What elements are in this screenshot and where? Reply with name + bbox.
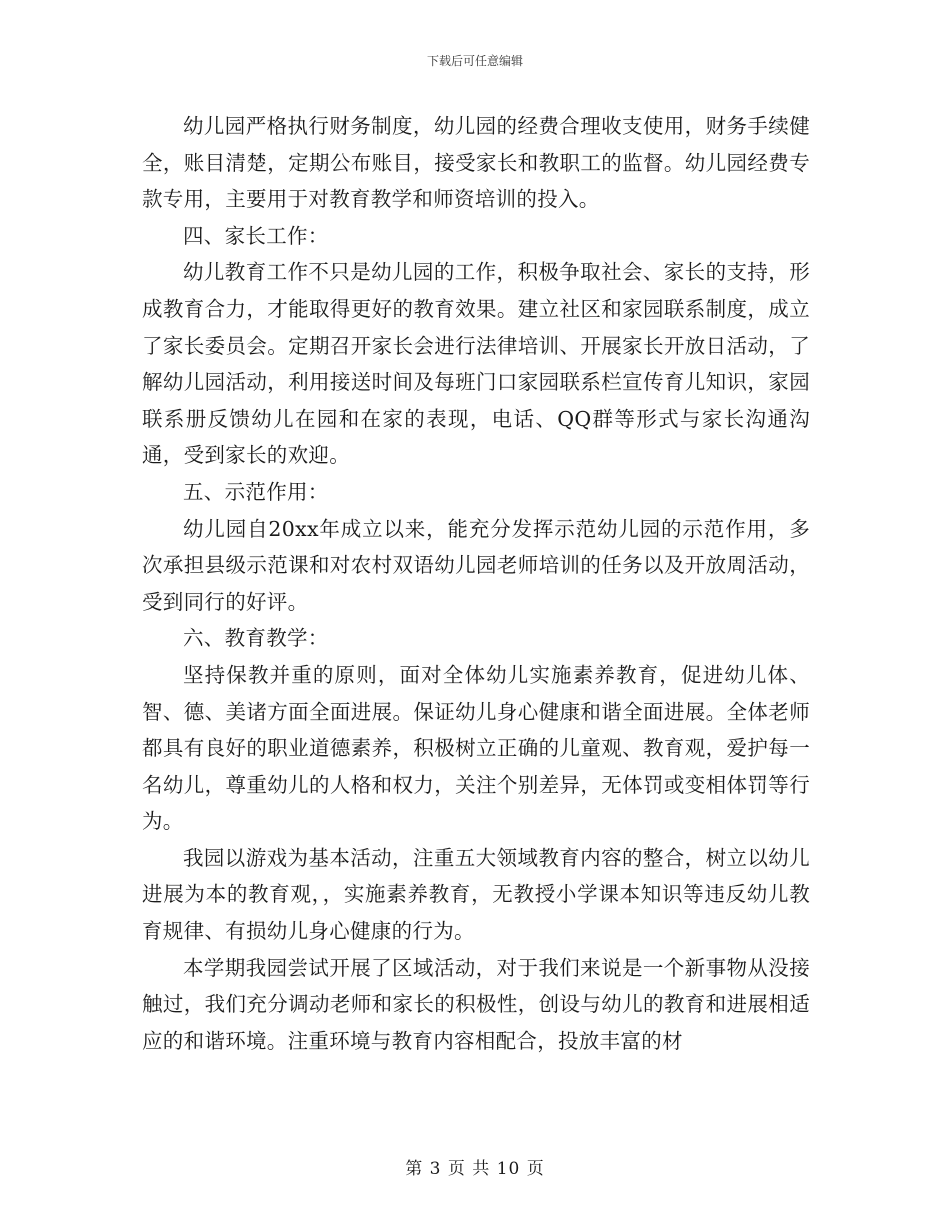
paragraph-area-activities: 本学期我园尝试开展了区域活动，对于我们来说是一个新事物从没接触过，我们充分调动老师和家长的积极性，创设与幼儿的教育和进展相适应的和谐环境。注重环境与教育内容相配合，投放丰富的材 bbox=[142, 955, 810, 1053]
section-heading-teaching: 六、教育教学： bbox=[183, 626, 329, 651]
document-body bbox=[142, 108, 810, 1059]
section-heading-demonstration: 五、示范作用： bbox=[183, 479, 329, 504]
footer-page-word: 页 bbox=[447, 1159, 466, 1179]
footer-suffix: 页 bbox=[526, 1159, 545, 1179]
footer-current-page: 3 bbox=[429, 1159, 442, 1179]
page-header-note: 下载后可任意编辑 bbox=[426, 54, 523, 68]
paragraph-demonstration: 幼儿园自20xx年成立以来，能充分发挥示范幼儿园的示范作用，多次承担县级示范课和对农村双语幼儿园老师培训的任务以及开放周活动，受到同行的好评。 bbox=[142, 516, 810, 614]
paragraph-parents-work: 幼儿教育工作不只是幼儿园的工作，积极争取社会、家长的支持，形成教育合力，才能取得更好的教育效果。建立社区和家园联系制度，成立了家长委员会。定期召开家长会进行法律培训、开展家长开放日活动，了解幼儿园活动，利用接送时间及每班门口家园联系栏宣传育儿知识，家园联系册反馈幼儿在园和在家的表现，电话、QQ群等形式与家长沟通沟通，受到家长的欢迎。 bbox=[142, 260, 810, 468]
paragraph-teaching-principles: 坚持保教并重的原则，面对全体幼儿实施素养教育，促进幼儿体、智、德、美诸方面全面进展。保证幼儿身心健康和谐全面进展。全体老师都具有良好的职业道德素养，积极树立正确的儿童观、教育观，爱护每一名幼儿，尊重幼儿的人格和权力，关注个别差异，无体罚或变相体罚等行为。 bbox=[142, 662, 810, 834]
section-heading-parents: 四、家长工作： bbox=[183, 223, 329, 248]
footer-total-word: 共 bbox=[472, 1159, 491, 1179]
paragraph-game-activities: 我园以游戏为基本活动，注重五大领域教育内容的整合，树立以幼儿进展为本的教育观，，实施素养教育，无教授小学课本知识等违反幼儿教育规律、有损幼儿身心健康的行为。 bbox=[142, 845, 810, 944]
footer-prefix: 第 bbox=[405, 1159, 424, 1179]
footer-total-pages: 10 bbox=[496, 1159, 521, 1179]
page-footer bbox=[0, 1154, 950, 1179]
paragraph-finance: 幼儿园严格执行财务制度，幼儿园的经费合理收支使用，财务手续健全，账目清楚，定期公布账目，接受家长和教职工的监督。幼儿园经费专款专用，主要用于对教育教学和师资培训的投入。 bbox=[142, 114, 810, 212]
